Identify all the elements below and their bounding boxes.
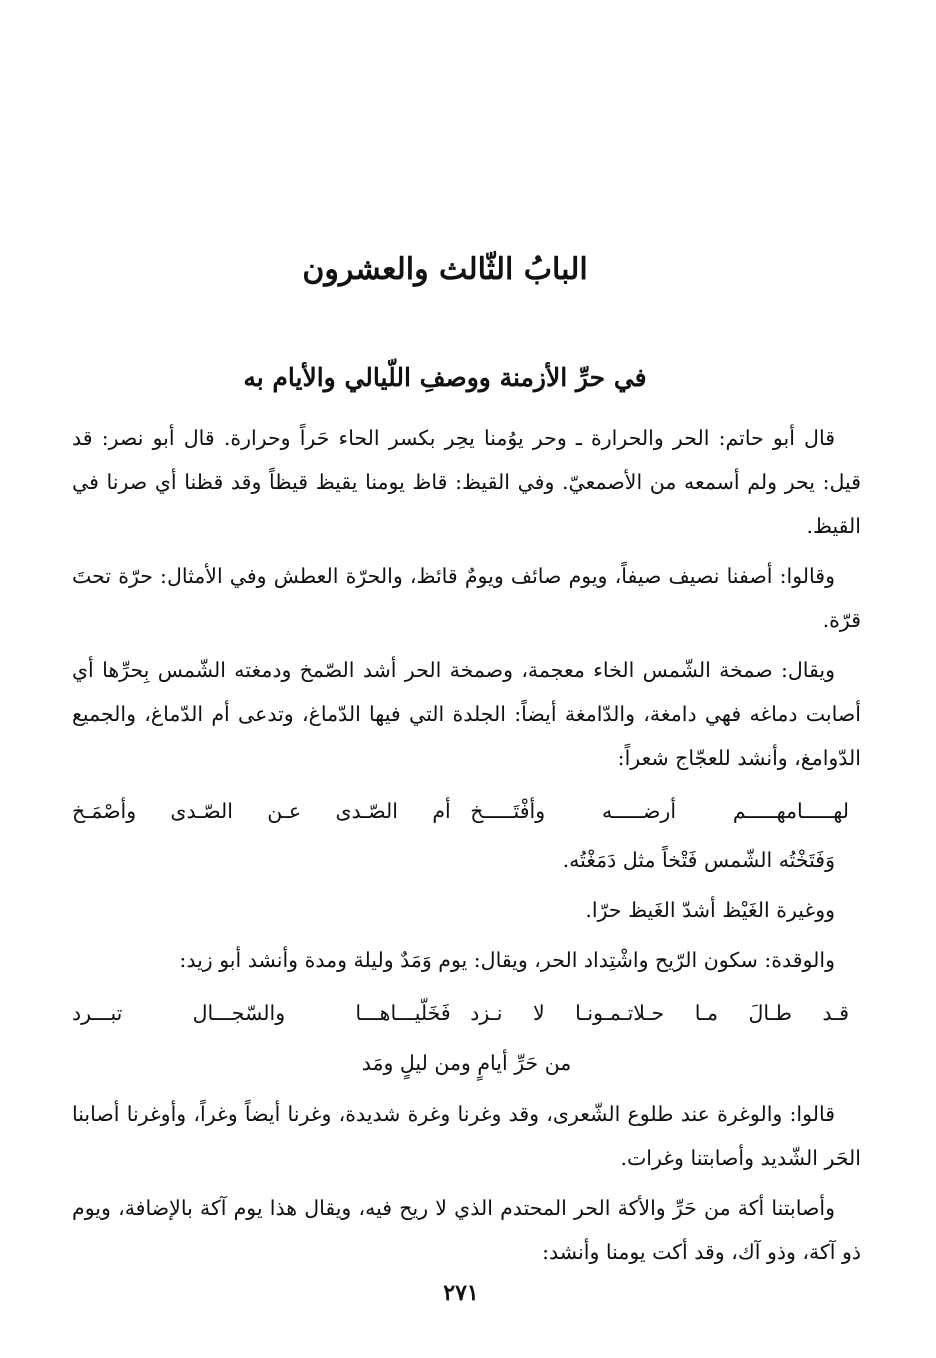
paragraph-yuqal-samkha: ويقال: صمخة الشّمس الخاء معجمة، وصمخة الحر أشد الصّمخ ودمغته الشّمس بِحرِّها أي أصابت دماغه فهي دامغة، والدّامغة أيضاً: الجلدة التي فيها الدّماغ، وتدعى أم الدّماغ، والجميع الدّوامغ، وأنشد للعجّاج شعراً: [72,658,861,770]
verse-hemistich-second: فَخَلّيـــاهـــا والسّجـــال تبـــرد [72,1001,451,1025]
page-number: ٢٧١ [443,1280,479,1306]
body-text [72,416,861,1280]
verse-ajjaj [72,788,861,834]
verse-abu-zayd [72,990,861,1036]
line-fatakhathu: وَفَتَخْتُه الشّمس فَتْخاً مثل دَمَغْتُه. [562,848,835,872]
paragraph-akka: وأصابتنا أكة من حَرِّ والأكة الحر المحتدم الذي لا ريح فيه، ويقال هذا يوم آكة بالإضافة، ويوم ذو آكة، وذو آك، وقد أكت يومنا وأنشد: [72,1196,861,1264]
chapter-title: البابُ الثّالث والعشرون [302,252,588,287]
section-title: في حرِّ الأزمنة ووصفِ اللّيالي والأيام به [243,363,647,392]
paragraph-waghra: قالوا: والوغرة عند طلوع الشّعرى، وقد وغرنا وغرة شديدة، وغرنا أيضاً وغراً، وأوغرنا أصابنا الحَر الشّديد وأصابتنا وغرات. [72,1102,861,1170]
paragraph-qalu-asafna: وقالوا: أصفنا نصيف صيفاً، ويوم صائف ويومٌ قائظ، والحرّة العطش وفي الأمثال: حرّة تحتَ قرّة. [72,564,861,632]
verse-hemistich-second: أم الصّـدى عـن الصّـدى وأصْمَـخ [72,799,451,823]
paragraph-abu-hatim: قال أبو حاتم: الحر والحرارة ـ وحر يوُمنا يحِر بكسر الحاء حَراً وحرارة. قال أبو نصر: قد قيل: يحر ولم أسمعه من الأصمعيّ. وفي القيظ: قاظ يومنا يقيظ قيظاً وقد قظنا أي صرنا في القيظ. [72,426,861,538]
verse-hemistich-first: قـد طـالَ مـا حـلاتـمـونـا لا نـزد [470,1001,849,1025]
line-wagheera: ووغيرة الغَيْظ أشدّ الغَيظ حرّا. [585,898,835,922]
verse-tail-line: من حَرِّ أيامٍ ومن ليلٍ ومَد [361,1051,572,1075]
paragraph-waqda: والوقدة: سكون الرّيح واشْتِداد الحر، ويقال: يوم وَمَدٌ وليلة ومدة وأنشد أبو زيد: [179,948,835,972]
verse-hemistich-first: لهـــــامهـــــم أرضـــــه وأفْتَـــــخ [470,799,849,823]
